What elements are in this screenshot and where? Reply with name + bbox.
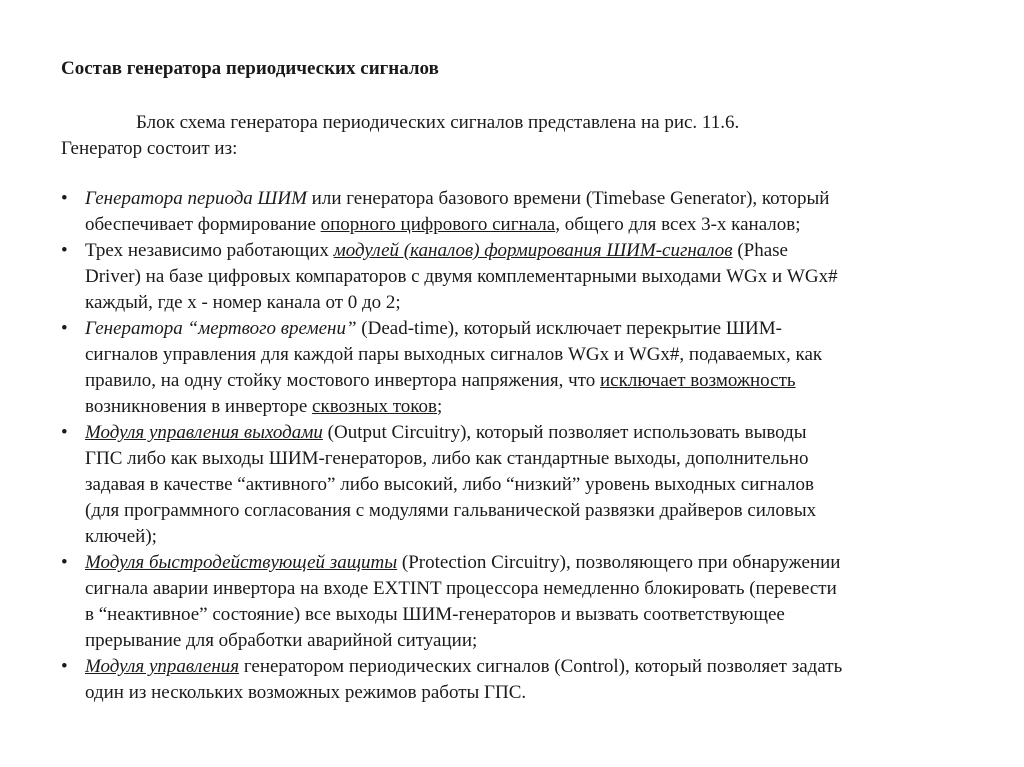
text-run: или генератора базового времени (Timebase Generator), который [306,188,830,209]
list-item-line [85,316,1001,342]
list-item-line [85,264,1001,290]
list-item-line [85,654,1001,680]
intro-line-1: Блок схема генератора периодических сигналов представлена на рис. 11.6. [136,112,740,133]
list-item-line [85,368,1001,394]
document-title: Состав генератора периодических сигналов [61,58,439,79]
list-item [61,186,1001,238]
text-run: один из нескольких возможных режимов работы ГПС. [85,682,527,703]
text-run: обеспечивает формирование [85,214,321,235]
bullet-marker: • [61,422,68,443]
list-item [61,238,1001,316]
bullet-marker: • [61,656,68,677]
list-item-line [85,446,1001,472]
text-run: возникновения в инверторе [85,396,313,417]
text-run: в “неактивное” состояние) все выходы ШИМ-генераторов и вызвать соответствующее [85,604,785,625]
list-item-line [85,680,1001,706]
list-item [61,654,1001,706]
text-run: сигналов управления для каждой пары выходных сигналов WGx и WGx#, подаваемых, как [85,344,823,365]
text-run: каждый, где x - номер канала от 0 до 2; [85,292,401,313]
list-item-line [85,628,1001,654]
list-item-line [85,290,1001,316]
list-item [61,550,1001,654]
text-run: Трех независимо работающих [85,240,334,261]
bullet-marker: • [61,318,68,339]
bullet-marker: • [61,552,68,573]
list-item-line [85,238,1001,264]
list-item-line [85,394,1001,420]
text-run: (для программного согласования с модулями гальванической развязки драйверов силовых [85,500,817,521]
bullet-marker: • [61,188,68,209]
text-run: прерывание для обработки аварийной ситуации; [85,630,478,651]
text-run: сигнала аварии инвертора на входе EXTINT процессора немедленно блокировать (перевести [85,578,837,599]
text-run: (Protection Circuitry), позволяющего при обнаружении [397,552,841,573]
list-item-line [85,550,1001,576]
text-run: опорного цифрового сигнала [320,214,556,235]
list-item-line [85,420,1001,446]
text-run: задавая в качестве “активного” либо высокий, либо “низкий” уровень выходных сигналов [85,474,814,495]
list-item [61,316,1001,420]
component-list [61,186,1001,706]
text-run: модулей (каналов) формирования ШИМ-сигналов [333,240,733,261]
text-run: ключей); [85,526,157,547]
list-item-line [85,576,1001,602]
text-run: Генератора “мертвого времени” [85,318,357,339]
text-run: Модуля быстродействующей защиты [85,552,398,573]
list-item-line [85,342,1001,368]
list-item-line [85,498,1001,524]
text-run: исключает возможность [600,370,796,391]
text-run: ; [437,396,443,417]
text-run: сквозных токов [312,396,438,417]
text-run: Генератора периода ШИМ [85,188,307,209]
text-run: ГПС либо как выходы ШИМ-генераторов, либо как стандартные выходы, дополнительно [85,448,809,469]
list-item-line [85,212,1001,238]
bullet-marker: • [61,240,68,261]
text-run: Driver) на базе цифровых компараторов с двумя комплементарными выходами WGx и WGx# [85,266,838,287]
text-run: (Dead-time), который исключает перекрытие ШИМ- [356,318,782,339]
text-run: Модуля управления выходами [85,422,323,443]
list-item-line [85,602,1001,628]
list-item-line [85,186,1001,212]
text-run: правило, на одну стойку мостового инвертора напряжения, что [85,370,600,391]
list-item-line [85,524,1001,550]
text-run: , общего для всех 3-х каналов; [555,214,801,235]
list-item [61,420,1001,550]
text-run: (Phase [732,240,788,261]
text-run: генератором периодических сигналов (Control), который позволяет задать [239,656,843,677]
text-run: Модуля управления [85,656,240,677]
intro-line-2: Генератор состоит из: [61,138,238,159]
text-run: (Output Circuitry), который позволяет использовать выводы [322,422,807,443]
list-item-line [85,472,1001,498]
